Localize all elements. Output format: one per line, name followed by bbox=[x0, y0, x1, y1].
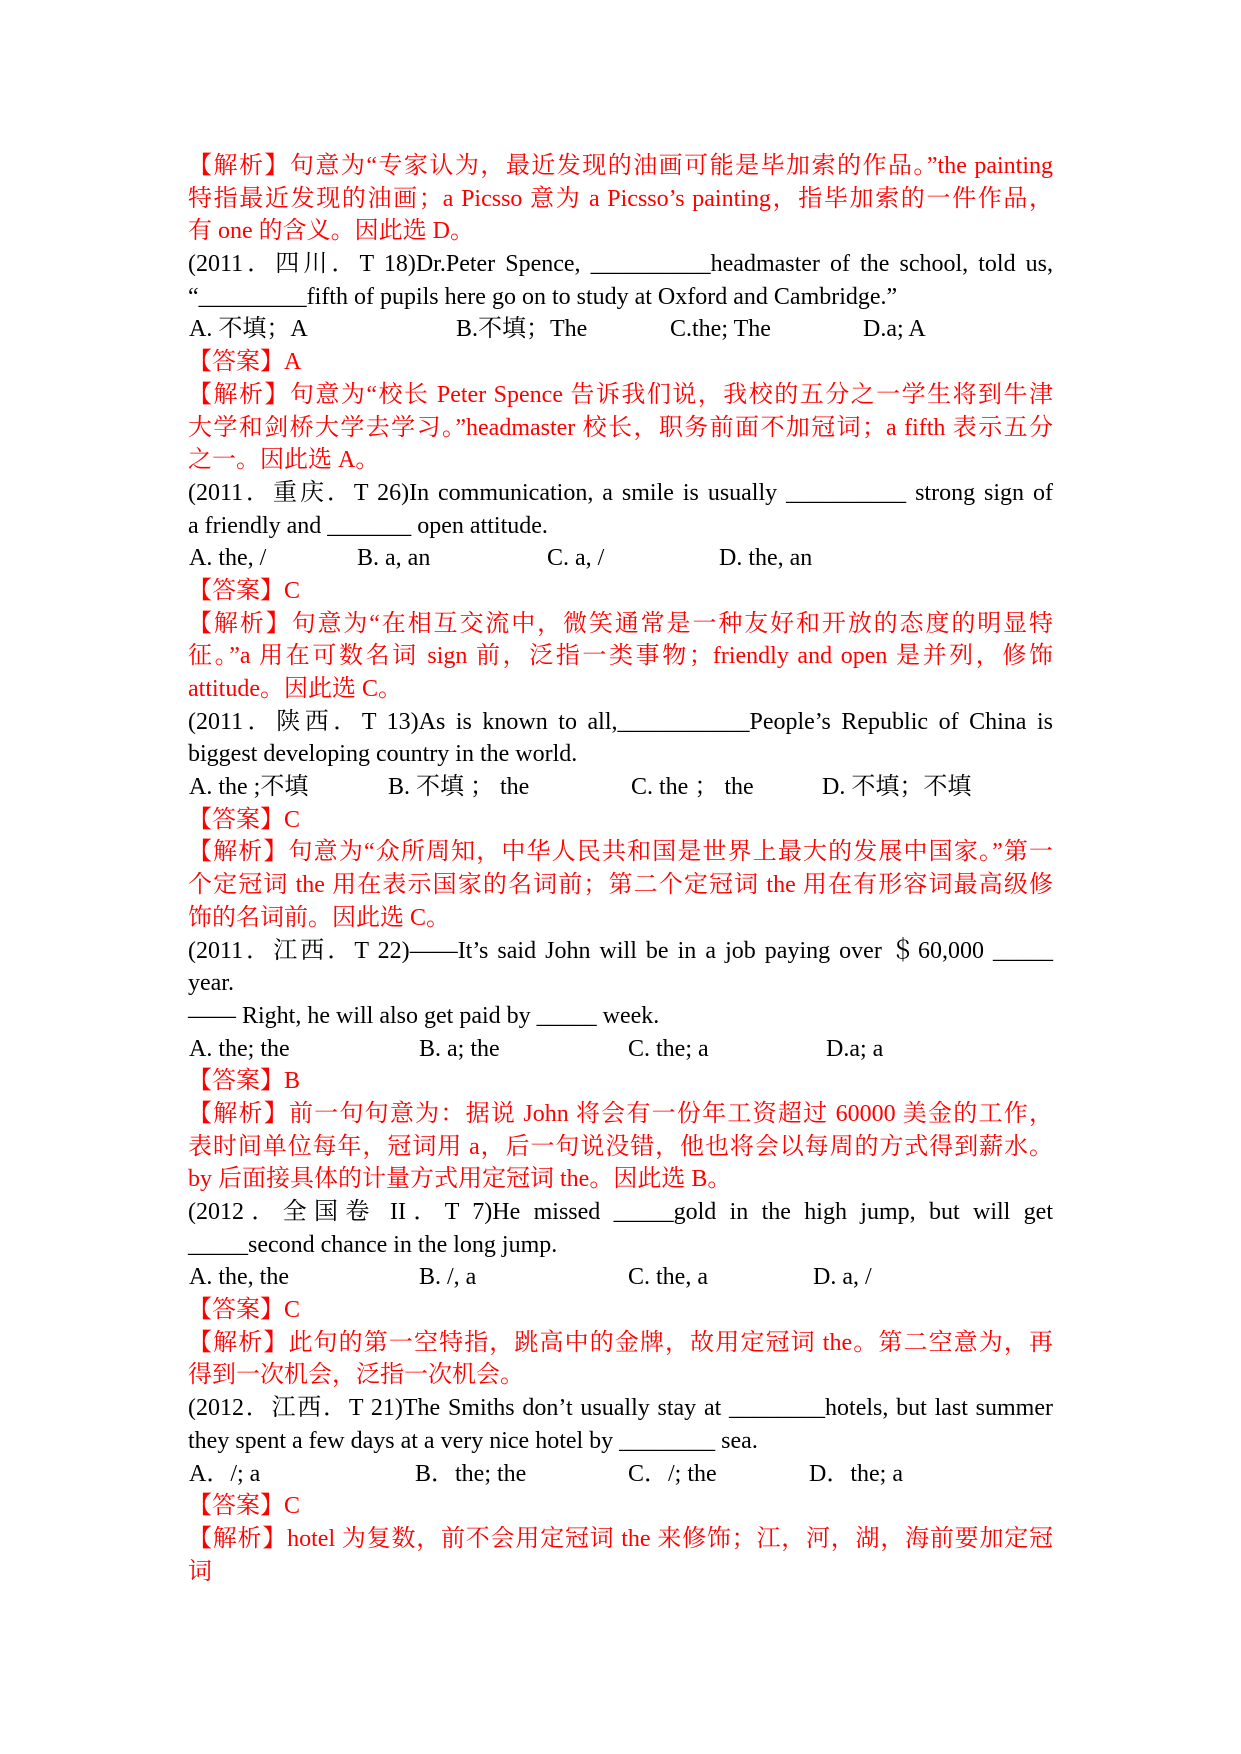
options-row bbox=[188, 1458, 1053, 1491]
analysis-text: by 后面接具体的计量方式用定冠词 the。因此选 B。 bbox=[188, 1166, 732, 1193]
analysis-text: 饰的名词前。因此选 C。 bbox=[188, 904, 451, 931]
question-stem-text: The Smiths don’t usually stay at ________hotels, but last summer bbox=[402, 1395, 1053, 1422]
analysis-line bbox=[188, 412, 1053, 445]
option-c: C. the ； the bbox=[631, 774, 754, 801]
analysis-text: hotel 为复数，前不会用定冠词 the 来修饰；江，河，湖，海前要加定冠 bbox=[287, 1525, 1054, 1552]
option-d: D. a, / bbox=[813, 1264, 872, 1291]
question-block bbox=[188, 1196, 1053, 1392]
option-c: C. the; a bbox=[628, 1035, 709, 1062]
question-stem-line bbox=[188, 477, 1053, 510]
question-stem-text: year. bbox=[188, 970, 234, 997]
analysis-line bbox=[188, 673, 1053, 706]
question-stem-text: As is known to all,___________People’s Republic of China is bbox=[418, 708, 1053, 735]
analysis-line bbox=[188, 150, 1053, 183]
question-block bbox=[188, 477, 1053, 706]
question-source: (2011．江西．T 22) bbox=[188, 937, 410, 964]
analysis-label: 【解析】 bbox=[188, 153, 290, 179]
option-d: D．the; a bbox=[809, 1460, 903, 1487]
answer-value: C bbox=[284, 577, 301, 604]
question-stem-text: ——It’s said John will be in a job paying over ＄60,000 _____ bbox=[409, 937, 1054, 964]
options-row bbox=[188, 542, 1053, 575]
option-d: D. 不填；不填 bbox=[822, 774, 972, 801]
analysis-line bbox=[188, 1556, 1053, 1589]
question-stem-text: they spent a few days at a very nice hotel by ________ sea. bbox=[188, 1427, 758, 1454]
answer-label: 【答案】 bbox=[188, 806, 284, 833]
question-stem-line bbox=[188, 738, 1053, 771]
option-a: A. 不填；A bbox=[189, 316, 308, 343]
question-stem-line bbox=[188, 281, 1053, 314]
analysis-line bbox=[188, 869, 1053, 902]
option-a: A. the, / bbox=[189, 545, 267, 572]
answer-label: 【答案】 bbox=[188, 1068, 284, 1095]
question-stem-line bbox=[188, 967, 1053, 1000]
question-stem-text: Dr.Peter Spence, __________headmaster of the school, told us, bbox=[415, 251, 1053, 278]
analysis-line bbox=[188, 1359, 1053, 1392]
answer-line bbox=[188, 1294, 1053, 1327]
question-stem-line bbox=[188, 1392, 1053, 1425]
analysis-text: 个定冠词 the 用在表示国家的名词前；第二个定冠词 the 用在有形容词最高级修 bbox=[188, 872, 1053, 899]
answer-value: C bbox=[284, 1297, 301, 1324]
option-b: B.不填；The bbox=[456, 316, 588, 343]
option-b: B. /, a bbox=[419, 1264, 477, 1291]
analysis-text: 特指最近发现的油画；a Picsso 意为 a Picsso’s painting，指毕加索的一件作品， bbox=[188, 185, 1053, 212]
analysis-text: 句意为“在相互交流中，微笑通常是一种友好和开放的态度的明显特 bbox=[291, 610, 1053, 637]
analysis-text: 词 bbox=[188, 1558, 212, 1585]
analysis-text: 前一句句意为：据说 John 将会有一份年工资超过 60000 美金的工作， bbox=[288, 1100, 1054, 1127]
option-b: B. 不填 ； the bbox=[388, 774, 530, 801]
analysis-text: 得到一次机会，泛指一次机会。 bbox=[188, 1362, 524, 1389]
question-source: (2012．江西．T 21) bbox=[188, 1395, 403, 1422]
question-stem-line bbox=[188, 1000, 1053, 1033]
analysis-text: 征。”a 用在可数名词 sign 前，泛指一类事物；friendly and open 是并列，修饰 bbox=[188, 643, 1053, 670]
option-b: B. a, an bbox=[357, 545, 431, 572]
answer-line bbox=[188, 346, 1053, 379]
option-b: B．the; the bbox=[415, 1460, 527, 1487]
options-row bbox=[188, 1261, 1053, 1294]
option-a: A. the ;不填 bbox=[189, 774, 309, 801]
option-c: C. the, a bbox=[628, 1264, 708, 1291]
question-block bbox=[188, 935, 1053, 1197]
analysis-text: 大学和剑桥大学去学习。”headmaster 校长，职务前面不加冠词；a fifth 表示五分 bbox=[188, 414, 1053, 441]
analysis-line bbox=[188, 1523, 1053, 1556]
question-stem-text: In communication, a smile is usually __________ strong sign of bbox=[409, 479, 1053, 506]
analysis-label: 【解析】 bbox=[188, 610, 292, 637]
question-stem-line bbox=[188, 510, 1053, 543]
question-stem-line bbox=[188, 248, 1053, 281]
option-d: D.a; a bbox=[826, 1035, 884, 1062]
analysis-text: 此句的第一空特指，跳高中的金牌，故用定冠词 the。第二空意为，再 bbox=[288, 1329, 1053, 1356]
question-source: (2011．四川．T 18) bbox=[188, 251, 416, 278]
analysis-line bbox=[188, 215, 1053, 248]
options-row bbox=[188, 771, 1053, 804]
answer-label: 【答案】 bbox=[188, 1297, 284, 1324]
option-c: C. a, / bbox=[547, 545, 605, 572]
question-stem-line bbox=[188, 1229, 1053, 1262]
answer-line bbox=[188, 1065, 1053, 1098]
question-source: (2012．全国卷 II．T 7) bbox=[188, 1199, 493, 1225]
answer-label: 【答案】 bbox=[188, 1493, 284, 1520]
option-a: A．/; a bbox=[189, 1460, 261, 1487]
analysis-text: 之一。因此选 A。 bbox=[188, 447, 380, 474]
question-stem-text: a friendly and _______ open attitude. bbox=[188, 512, 548, 539]
question-block bbox=[188, 248, 1053, 477]
question-stem-line bbox=[188, 1196, 1053, 1229]
option-d: D.a; A bbox=[863, 316, 926, 343]
analysis-line bbox=[188, 608, 1053, 641]
analysis-label: 【解析】 bbox=[188, 839, 289, 866]
option-b: B. a; the bbox=[419, 1035, 500, 1062]
analysis-line bbox=[188, 1327, 1053, 1360]
analysis-text: 句意为“专家认为，最近发现的油画可能是毕加索的作品。”the painting bbox=[289, 153, 1054, 179]
analysis-text: 表时间单位每年，冠词用 a，后一句说没错，他也将会以每周的方式得到薪水。 bbox=[188, 1133, 1053, 1160]
analysis-label: 【解析】 bbox=[188, 1525, 288, 1552]
analysis-text: attitude。因此选 C。 bbox=[188, 676, 402, 702]
answer-label: 【答案】 bbox=[188, 577, 284, 604]
analysis-label: 【解析】 bbox=[188, 381, 290, 408]
answer-value: C bbox=[284, 806, 301, 833]
question-block bbox=[188, 1392, 1053, 1588]
analysis-line bbox=[188, 183, 1053, 216]
question-stem-text: “_________fifth of pupils here go on to study at Oxford and Cambridge.” bbox=[188, 283, 898, 310]
analysis-label: 【解析】 bbox=[188, 1100, 289, 1127]
question-stem-text: _____second chance in the long jump. bbox=[188, 1231, 558, 1258]
question-stem-text: He missed _____gold in the high jump, but will get bbox=[492, 1199, 1053, 1225]
previous-analysis-block bbox=[188, 150, 1053, 248]
question-stem-line bbox=[188, 706, 1053, 739]
question-stem-line bbox=[188, 935, 1053, 968]
analysis-line bbox=[188, 1163, 1053, 1196]
analysis-text: 句意为“校长 Peter Spence 告诉我们说，我校的五分之一学生将到牛津 bbox=[289, 381, 1053, 408]
answer-value: B bbox=[284, 1068, 301, 1095]
option-c: C.the; The bbox=[670, 316, 771, 343]
option-a: A. the; the bbox=[189, 1035, 290, 1062]
question-stem-line bbox=[188, 1425, 1053, 1458]
answer-line bbox=[188, 804, 1053, 837]
question-source: (2011．陕西．T 13) bbox=[188, 708, 419, 735]
question-source: (2011．重庆．T 26) bbox=[188, 479, 410, 506]
analysis-text: 句意为“众所周知，中华人民共和国是世界上最大的发展中国家。”第一 bbox=[288, 839, 1054, 866]
answer-value: C bbox=[284, 1493, 301, 1520]
question-stem-text: biggest developing country in the world. bbox=[188, 741, 578, 768]
question-block bbox=[188, 706, 1053, 935]
option-a: A. the, the bbox=[189, 1264, 289, 1291]
question-stem-text: —— Right, he will also get paid by _____ week. bbox=[188, 1002, 660, 1029]
analysis-line bbox=[188, 379, 1053, 412]
analysis-line bbox=[188, 1098, 1053, 1131]
analysis-line bbox=[188, 444, 1053, 477]
analysis-line bbox=[188, 836, 1053, 869]
analysis-line bbox=[188, 640, 1053, 673]
answer-line bbox=[188, 1490, 1053, 1523]
analysis-label: 【解析】 bbox=[188, 1329, 289, 1356]
analysis-line bbox=[188, 902, 1053, 935]
document-body bbox=[188, 150, 1053, 1588]
analysis-line bbox=[188, 1131, 1053, 1164]
analysis-text: 有 one 的含义。因此选 D。 bbox=[188, 218, 474, 245]
option-d: D. the, an bbox=[719, 545, 813, 572]
answer-line bbox=[188, 575, 1053, 608]
answer-label: 【答案】 bbox=[188, 349, 284, 376]
option-c: C．/; the bbox=[628, 1460, 717, 1487]
answer-value: A bbox=[284, 349, 302, 376]
options-row bbox=[188, 1033, 1053, 1066]
options-row bbox=[188, 313, 1053, 346]
